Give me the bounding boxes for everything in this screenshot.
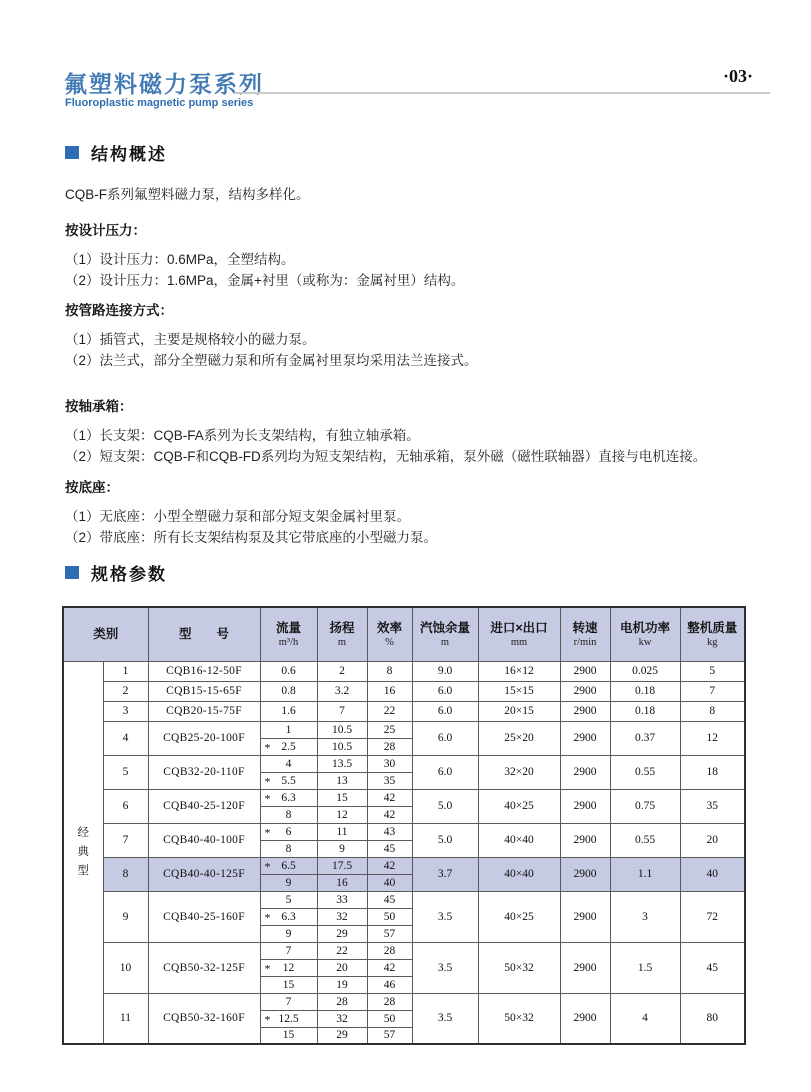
model-cell: CQB40-25-160F bbox=[148, 891, 260, 942]
head-cell: 3.2 bbox=[317, 681, 367, 701]
npsh-cell: 6.0 bbox=[412, 755, 478, 789]
npsh-cell: 3.5 bbox=[412, 942, 478, 993]
flow-cell: 7 bbox=[260, 993, 317, 1010]
head-cell: 11 bbox=[317, 823, 367, 840]
efficiency-cell: 42 bbox=[367, 789, 412, 806]
flow-cell: * 6 bbox=[260, 823, 317, 840]
group-heading: 按管路连接方式： bbox=[65, 303, 173, 318]
group-item: （1）插管式，主要是规格较小的磁力泵。 bbox=[65, 332, 316, 347]
head-cell: 20 bbox=[317, 959, 367, 976]
ports-cell: 50×32 bbox=[478, 942, 560, 993]
head-cell: 29 bbox=[317, 1027, 367, 1044]
flow-cell: 5 bbox=[260, 891, 317, 908]
npsh-cell: 5.0 bbox=[412, 789, 478, 823]
npsh-cell: 3.7 bbox=[412, 857, 478, 891]
speed-cell: 2900 bbox=[560, 701, 610, 721]
efficiency-cell: 43 bbox=[367, 823, 412, 840]
model-cell: CQB16-12-50F bbox=[148, 661, 260, 681]
flow-cell: 9 bbox=[260, 925, 317, 942]
efficiency-cell: 57 bbox=[367, 925, 412, 942]
efficiency-cell: 30 bbox=[367, 755, 412, 772]
power-cell: 1.1 bbox=[610, 857, 680, 891]
flow-cell: * 12 bbox=[260, 959, 317, 976]
col-header-efficiency: 效率 % bbox=[367, 607, 412, 661]
head-cell: 12 bbox=[317, 806, 367, 823]
flow-cell: 4 bbox=[260, 755, 317, 772]
flow-cell: * 6.5 bbox=[260, 857, 317, 874]
page-subtitle: Fluoroplastic magnetic pump series bbox=[65, 97, 254, 109]
col-header-speed: 转速 r/min bbox=[560, 607, 610, 661]
npsh-cell: 6.0 bbox=[412, 681, 478, 701]
speed-cell: 2900 bbox=[560, 755, 610, 789]
efficiency-cell: 50 bbox=[367, 1010, 412, 1027]
flow-cell: * 6.3 bbox=[260, 789, 317, 806]
speed-cell: 2900 bbox=[560, 823, 610, 857]
row-number-cell: 2 bbox=[103, 681, 148, 701]
row-number-cell: 11 bbox=[103, 993, 148, 1044]
weight-cell: 7 bbox=[680, 681, 745, 701]
speed-cell: 2900 bbox=[560, 661, 610, 681]
ports-cell: 40×40 bbox=[478, 857, 560, 891]
flow-cell: 1.6 bbox=[260, 701, 317, 721]
spec-table-header-row bbox=[63, 607, 745, 661]
overview-intro: CQB-F系列氟塑料磁力泵，结构多样化。 bbox=[65, 187, 310, 202]
head-cell: 17.5 bbox=[317, 857, 367, 874]
ports-cell: 50×32 bbox=[478, 993, 560, 1044]
group-item: （2）带底座：所有长支架结构泵及其它带底座的小型磁力泵。 bbox=[65, 530, 438, 545]
rated-point-asterisk: * bbox=[264, 791, 271, 806]
model-cell: CQB40-40-100F bbox=[148, 823, 260, 857]
table-row bbox=[63, 891, 745, 908]
group-item: （1）设计压力：0.6MPa，全塑结构。 bbox=[65, 252, 295, 267]
row-number-cell: 5 bbox=[103, 755, 148, 789]
head-cell: 33 bbox=[317, 891, 367, 908]
row-number-cell: 9 bbox=[103, 891, 148, 942]
row-number-cell: 8 bbox=[103, 857, 148, 891]
head-cell: 15 bbox=[317, 789, 367, 806]
head-cell: 13.5 bbox=[317, 755, 367, 772]
head-cell: 28 bbox=[317, 993, 367, 1010]
table-row bbox=[63, 789, 745, 806]
rated-point-asterisk: * bbox=[264, 740, 271, 755]
efficiency-cell: 42 bbox=[367, 806, 412, 823]
table-row bbox=[63, 661, 745, 681]
col-header-npsh: 汽蚀余量 m bbox=[412, 607, 478, 661]
power-cell: 4 bbox=[610, 993, 680, 1044]
table-row bbox=[63, 701, 745, 721]
model-cell: CQB32-20-110F bbox=[148, 755, 260, 789]
head-cell: 32 bbox=[317, 1010, 367, 1027]
overview-group-pressure bbox=[65, 219, 765, 291]
flow-cell: * 2.5 bbox=[260, 738, 317, 755]
model-cell: CQB50-32-160F bbox=[148, 993, 260, 1044]
flow-cell: * 12.5 bbox=[260, 1010, 317, 1027]
speed-cell: 2900 bbox=[560, 942, 610, 993]
head-cell: 2 bbox=[317, 661, 367, 681]
efficiency-cell: 57 bbox=[367, 1027, 412, 1044]
group-item: （2）法兰式，部分全塑磁力泵和所有金属衬里泵均采用法兰连接式。 bbox=[65, 353, 478, 368]
power-cell: 0.37 bbox=[610, 721, 680, 755]
table-row bbox=[63, 823, 745, 840]
efficiency-cell: 16 bbox=[367, 681, 412, 701]
speed-cell: 2900 bbox=[560, 681, 610, 701]
head-cell: 32 bbox=[317, 908, 367, 925]
ports-cell: 16×12 bbox=[478, 661, 560, 681]
col-header-flow: 流量 m³/h bbox=[260, 607, 317, 661]
npsh-cell: 3.5 bbox=[412, 891, 478, 942]
section-title-text: 结构概述 bbox=[91, 145, 167, 164]
table-row bbox=[63, 721, 745, 738]
flow-cell: 15 bbox=[260, 1027, 317, 1044]
col-header-power: 电机功率 kw bbox=[610, 607, 680, 661]
ports-cell: 20×15 bbox=[478, 701, 560, 721]
group-heading: 按设计压力： bbox=[65, 223, 146, 238]
head-cell: 10.5 bbox=[317, 721, 367, 738]
section-title-text: 规格参数 bbox=[91, 565, 167, 584]
rated-point-asterisk: * bbox=[264, 774, 271, 789]
row-number-cell: 7 bbox=[103, 823, 148, 857]
category-cell: 经 典 型 bbox=[63, 661, 103, 1044]
spec-table-body bbox=[63, 661, 745, 1044]
spec-table bbox=[62, 606, 746, 1045]
section-specs bbox=[65, 560, 167, 585]
weight-cell: 5 bbox=[680, 661, 745, 681]
table-row bbox=[63, 755, 745, 772]
ports-cell: 32×20 bbox=[478, 755, 560, 789]
efficiency-cell: 50 bbox=[367, 908, 412, 925]
speed-cell: 2900 bbox=[560, 993, 610, 1044]
flow-cell: 1 bbox=[260, 721, 317, 738]
efficiency-cell: 8 bbox=[367, 661, 412, 681]
table-row bbox=[63, 942, 745, 959]
efficiency-cell: 40 bbox=[367, 874, 412, 891]
ports-cell: 40×25 bbox=[478, 891, 560, 942]
efficiency-cell: 25 bbox=[367, 721, 412, 738]
group-heading: 按轴承箱： bbox=[65, 399, 133, 414]
npsh-cell: 9.0 bbox=[412, 661, 478, 681]
flow-cell: 7 bbox=[260, 942, 317, 959]
head-cell: 13 bbox=[317, 772, 367, 789]
overview-group-piping bbox=[65, 299, 765, 371]
npsh-cell: 5.0 bbox=[412, 823, 478, 857]
flow-cell: 0.6 bbox=[260, 661, 317, 681]
efficiency-cell: 42 bbox=[367, 857, 412, 874]
ports-cell: 15×15 bbox=[478, 681, 560, 701]
weight-cell: 45 bbox=[680, 942, 745, 993]
row-number-cell: 10 bbox=[103, 942, 148, 993]
head-cell: 19 bbox=[317, 976, 367, 993]
col-header-model: 型 号 bbox=[148, 607, 260, 661]
section-bullet-icon bbox=[65, 566, 79, 579]
group-item: （1）长支架：CQB-FA系列为长支架结构，有独立轴承箱。 bbox=[65, 428, 420, 443]
row-number-cell: 6 bbox=[103, 789, 148, 823]
flow-cell: * 6.3 bbox=[260, 908, 317, 925]
model-cell: CQB50-32-125F bbox=[148, 942, 260, 993]
rated-point-asterisk: * bbox=[264, 825, 271, 840]
power-cell: 0.75 bbox=[610, 789, 680, 823]
head-cell: 10.5 bbox=[317, 738, 367, 755]
head-cell: 7 bbox=[317, 701, 367, 721]
table-row bbox=[63, 857, 745, 874]
efficiency-cell: 28 bbox=[367, 993, 412, 1010]
model-cell: CQB40-40-125F bbox=[148, 857, 260, 891]
flow-cell: 8 bbox=[260, 806, 317, 823]
weight-cell: 18 bbox=[680, 755, 745, 789]
table-row bbox=[63, 681, 745, 701]
efficiency-cell: 28 bbox=[367, 942, 412, 959]
npsh-cell: 6.0 bbox=[412, 721, 478, 755]
model-cell: CQB15-15-65F bbox=[148, 681, 260, 701]
col-header-category: 类别 bbox=[63, 607, 148, 661]
head-cell: 9 bbox=[317, 840, 367, 857]
efficiency-cell: 45 bbox=[367, 891, 412, 908]
row-number-cell: 1 bbox=[103, 661, 148, 681]
npsh-cell: 3.5 bbox=[412, 993, 478, 1044]
power-cell: 0.18 bbox=[610, 681, 680, 701]
efficiency-cell: 35 bbox=[367, 772, 412, 789]
weight-cell: 20 bbox=[680, 823, 745, 857]
col-header-weight: 整机质量 kg bbox=[680, 607, 745, 661]
group-heading: 按底座： bbox=[65, 480, 119, 495]
speed-cell: 2900 bbox=[560, 721, 610, 755]
flow-cell: 0.8 bbox=[260, 681, 317, 701]
col-header-ports: 进口×出口 mm bbox=[478, 607, 560, 661]
overview-group-bearing bbox=[65, 395, 765, 467]
ports-cell: 25×20 bbox=[478, 721, 560, 755]
page-number: ·03· bbox=[722, 66, 753, 86]
weight-cell: 80 bbox=[680, 993, 745, 1044]
group-item: （1）无底座：小型全塑磁力泵和部分短支架金属衬里泵。 bbox=[65, 509, 411, 524]
ports-cell: 40×25 bbox=[478, 789, 560, 823]
power-cell: 0.025 bbox=[610, 661, 680, 681]
efficiency-cell: 22 bbox=[367, 701, 412, 721]
weight-cell: 12 bbox=[680, 721, 745, 755]
weight-cell: 72 bbox=[680, 891, 745, 942]
head-cell: 16 bbox=[317, 874, 367, 891]
weight-cell: 40 bbox=[680, 857, 745, 891]
speed-cell: 2900 bbox=[560, 891, 610, 942]
npsh-cell: 6.0 bbox=[412, 701, 478, 721]
flow-cell: 8 bbox=[260, 840, 317, 857]
weight-cell: 8 bbox=[680, 701, 745, 721]
efficiency-cell: 45 bbox=[367, 840, 412, 857]
overview-group-base bbox=[65, 476, 765, 548]
power-cell: 0.18 bbox=[610, 701, 680, 721]
model-cell: CQB20-15-75F bbox=[148, 701, 260, 721]
group-item: （2）短支架：CQB-F和CQB-FD系列均为短支架结构，无轴承箱，泵外磁（磁性联轴器）直接与电机连接。 bbox=[65, 449, 707, 464]
speed-cell: 2900 bbox=[560, 789, 610, 823]
page-title: 氟塑料磁力泵系列 bbox=[64, 71, 264, 97]
efficiency-cell: 28 bbox=[367, 738, 412, 755]
head-cell: 29 bbox=[317, 925, 367, 942]
header-divider bbox=[234, 92, 770, 94]
speed-cell: 2900 bbox=[560, 857, 610, 891]
model-cell: CQB25-20-100F bbox=[148, 721, 260, 755]
model-cell: CQB40-25-120F bbox=[148, 789, 260, 823]
power-cell: 1.5 bbox=[610, 942, 680, 993]
power-cell: 0.55 bbox=[610, 823, 680, 857]
group-item: （2）设计压力：1.6MPa，金属+衬里（或称为：金属衬里）结构。 bbox=[65, 273, 465, 288]
weight-cell: 35 bbox=[680, 789, 745, 823]
rated-point-asterisk: * bbox=[264, 1012, 271, 1027]
power-cell: 0.55 bbox=[610, 755, 680, 789]
row-number-cell: 3 bbox=[103, 701, 148, 721]
section-bullet-icon bbox=[65, 146, 79, 159]
section-overview bbox=[65, 140, 167, 165]
ports-cell: 40×40 bbox=[478, 823, 560, 857]
flow-cell: 9 bbox=[260, 874, 317, 891]
rated-point-asterisk: * bbox=[264, 961, 271, 976]
efficiency-cell: 46 bbox=[367, 976, 412, 993]
col-header-head: 扬程 m bbox=[317, 607, 367, 661]
rated-point-asterisk: * bbox=[264, 859, 271, 874]
flow-cell: * 5.5 bbox=[260, 772, 317, 789]
power-cell: 3 bbox=[610, 891, 680, 942]
efficiency-cell: 42 bbox=[367, 959, 412, 976]
rated-point-asterisk: * bbox=[264, 910, 271, 925]
table-row bbox=[63, 993, 745, 1010]
flow-cell: 15 bbox=[260, 976, 317, 993]
head-cell: 22 bbox=[317, 942, 367, 959]
row-number-cell: 4 bbox=[103, 721, 148, 755]
